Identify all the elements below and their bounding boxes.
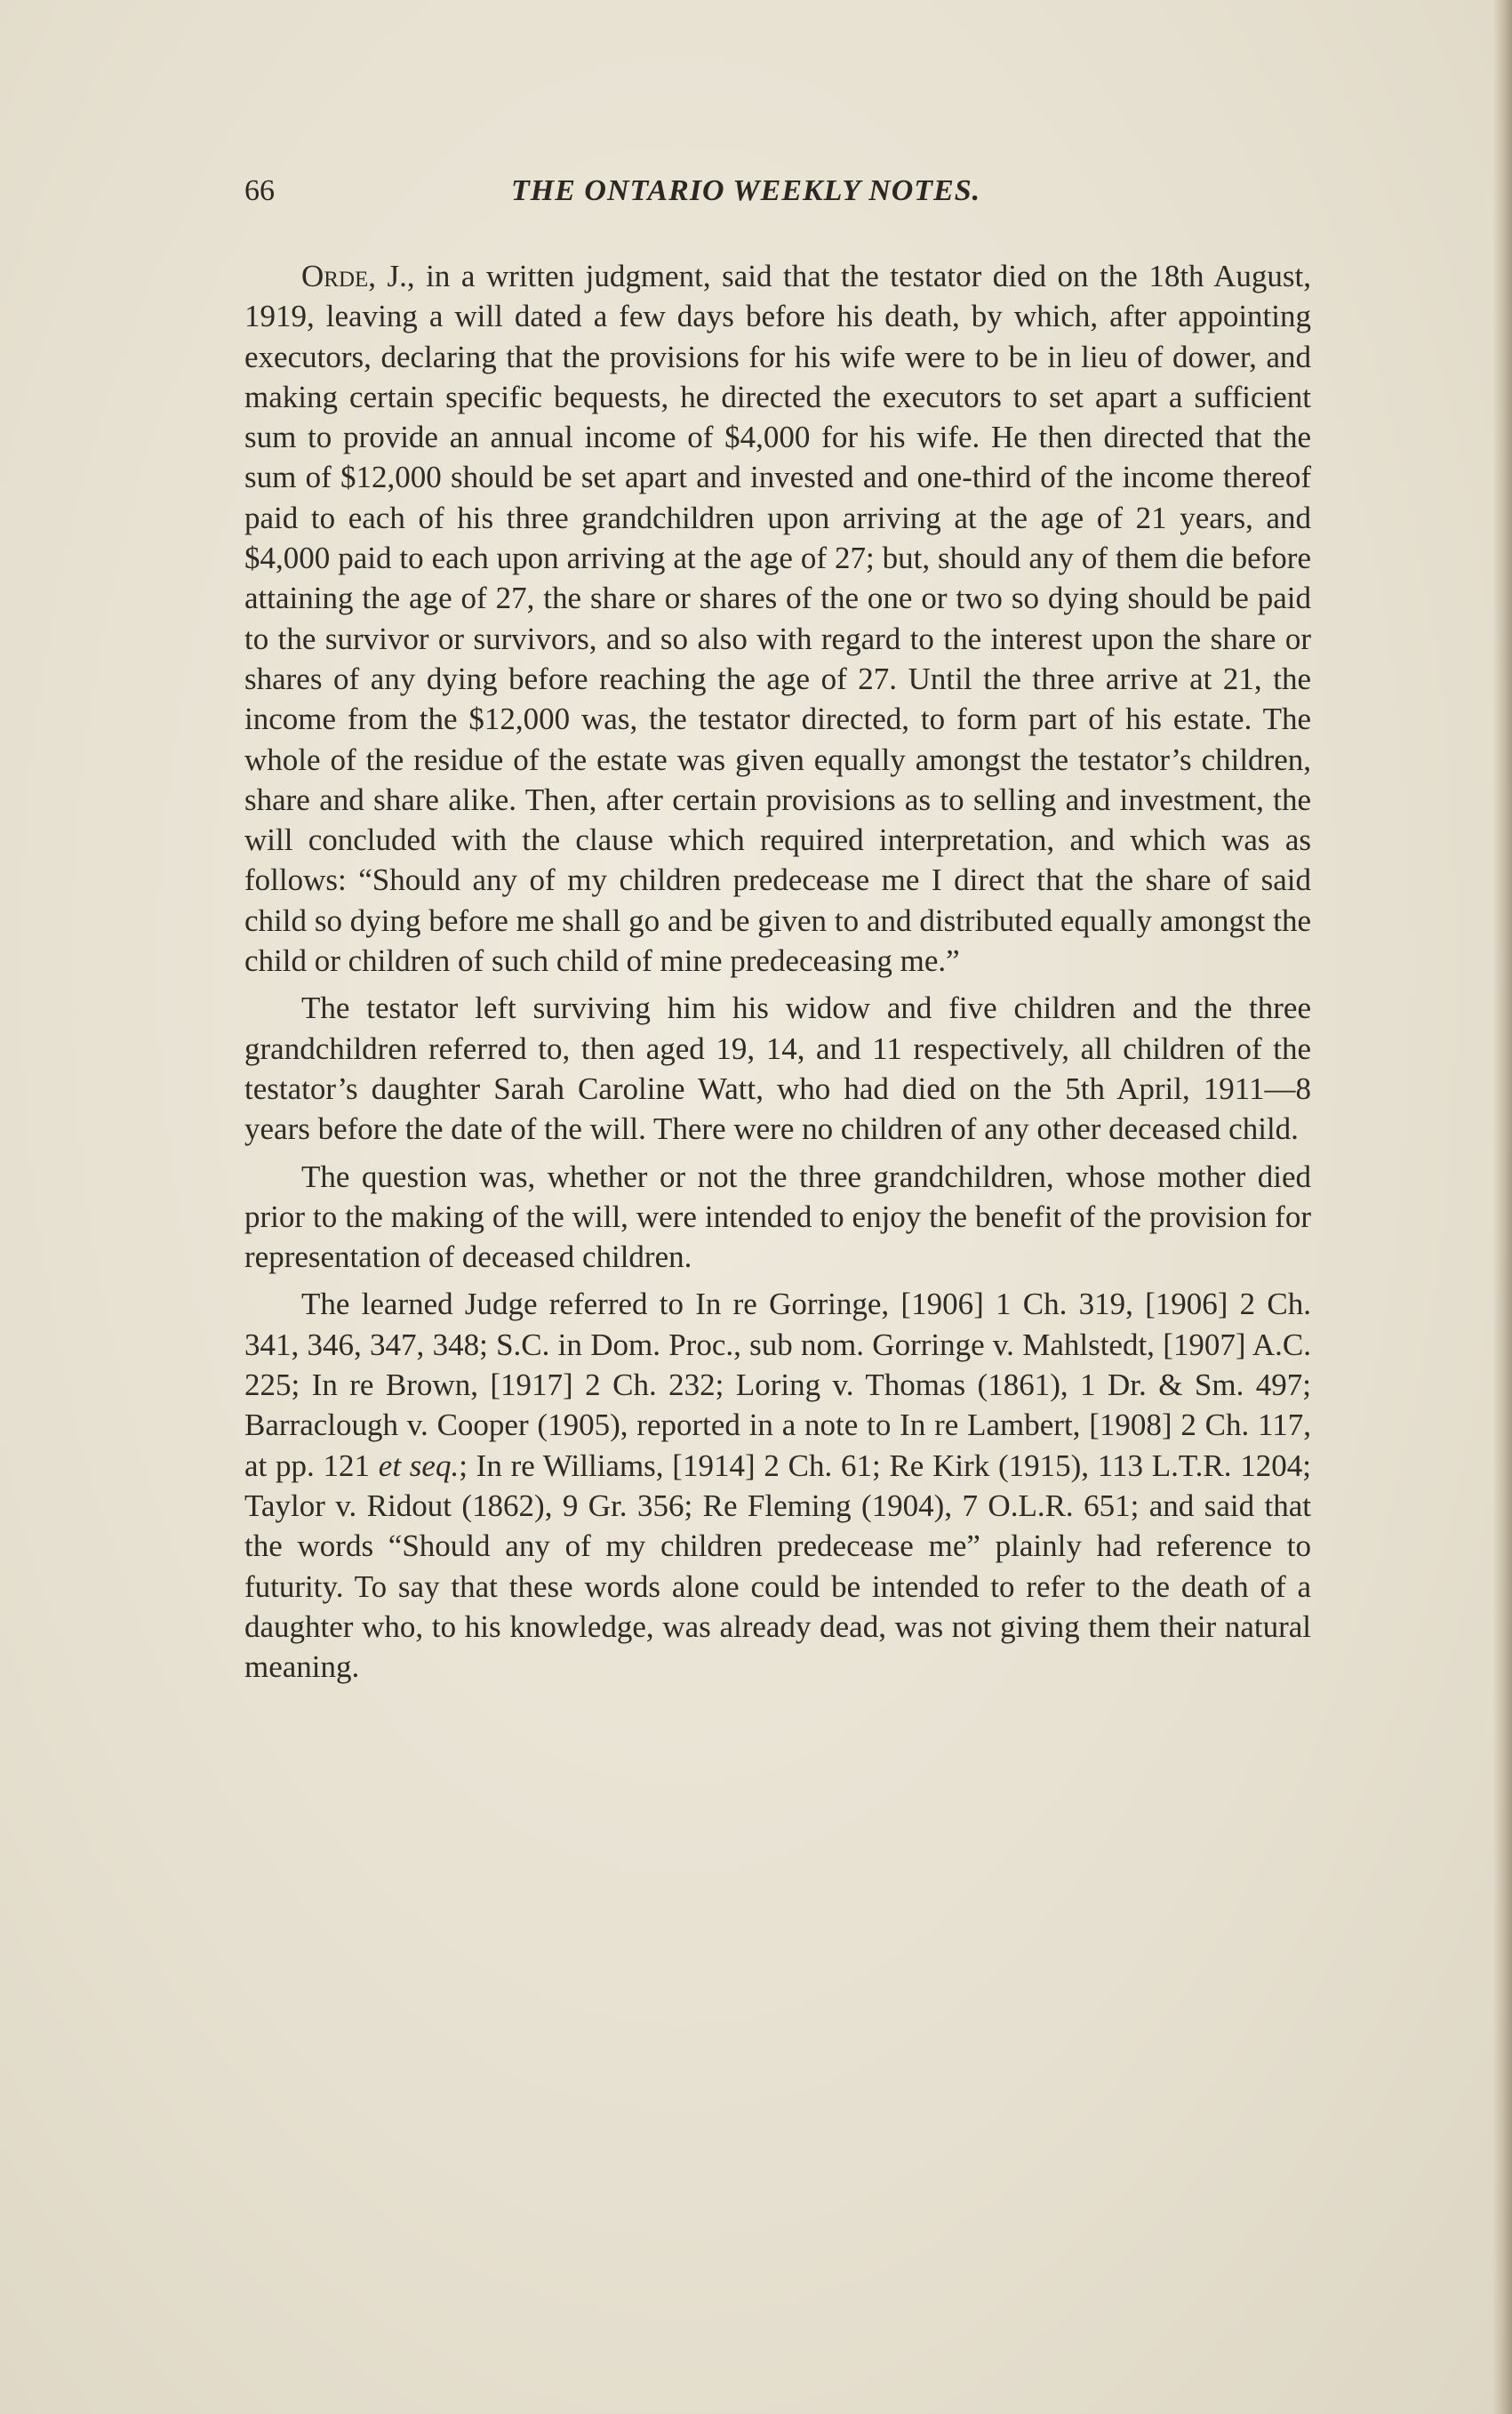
paragraph-2: The testator left surviving him his widow and five children and the three grandchildren referred to, then aged 19, 14, and 11 respectively, all children of the testator’s daughter Sarah Caroline Watt, who had died on the 5th April, 1911—8 years before the date of the will. There were no children of any other deceased child.: [244, 990, 1311, 1147]
judge-name: Orde: [301, 259, 369, 293]
running-title: THE ONTARIO WEEKLY NOTES.: [511, 174, 981, 207]
paragraph-1-text: , J., in a written judgment, said that the testator died on the 18th August, 1919, leaving a will dated a few days before his death, by which, after appointing executors, declaring that the provisions for his wife were to be in lieu of dower, and making certain specific bequests, he directed the executors to set apart a sufficient sum to provide an annual income of $4,000 for his wife. He then directed that the sum of $12,000 should be set apart and invested and one-third of the income thereof paid to each of his three grandchildren upon arriving at the age of 21 years, and $4,000 paid to each upon arriving at the age of 27; but, should any of them die before attaining the age of 27, the share or shares of the one or two so dying should be paid to the survivor or survivors, and so also with regard to the interest upon the share or shares of any dying before reaching the age of 27. Until the three arrive at 21, the income from the $12,000 was, the testator directed, to form part of his estate. The whole of the residue of the estate was given equally amongst the testator’s children, share and share alike. Then, after certain provisions as to selling and investment, the will concluded with the clause which required interpretation, and which was as follows: “Should any of my children predecease me I direct that the share of said child so dying before me shall go and be given to and distributed equally amongst the child or children of such child of mine predeceasing me.”: [244, 259, 1311, 979]
page-number: 66: [244, 174, 275, 207]
paragraph-4-text-b: ; In re Williams, [1914] 2 Ch. 61; Re Kirk (1915), 113 L.T.R. 1204; Taylor v. Ridout (1862), 9 Gr. 356; Re Fleming (1904), 7 O.L.R. 651; and said that the words “Should any of my children predecease me” plainly had reference to futurity. To say that these words alone could be intended to refer to the death of a daughter who, to his knowledge, was already dead, was not giving them their natural meaning.: [244, 1448, 1311, 1685]
page-header: [244, 174, 1311, 228]
paragraph-4-italic: et seq.: [378, 1448, 460, 1483]
paragraph-4: [244, 1284, 1311, 1687]
paragraph-3: The question was, whether or not the three grandchildren, whose mother died prior to the making of the will, were intended to enjoy the benefit of the provision for representation of deceased children.: [244, 1159, 1311, 1275]
paragraph-4-text-a: The learned Judge referred to In re Gorringe, [1906] 1 Ch. 319, [1906] 2 Ch. 341, 346, 347, 348; S.C. in Dom. Proc., sub nom. Gorringe v. Mahlstedt, [1907] A.C. 225; In re Brown, [1917] 2 Ch. 232; Loring v. Thomas (1861), 1 Dr. & Sm. 497; Barraclough v. Cooper (1905), reported in a note to In re Lambert, [1908] 2 Ch. 117, at pp. 121: [244, 1287, 1311, 1483]
page-edge-shadow: [1492, 0, 1512, 2414]
paragraph-1: [244, 256, 1311, 981]
body-text: [244, 256, 1311, 1694]
